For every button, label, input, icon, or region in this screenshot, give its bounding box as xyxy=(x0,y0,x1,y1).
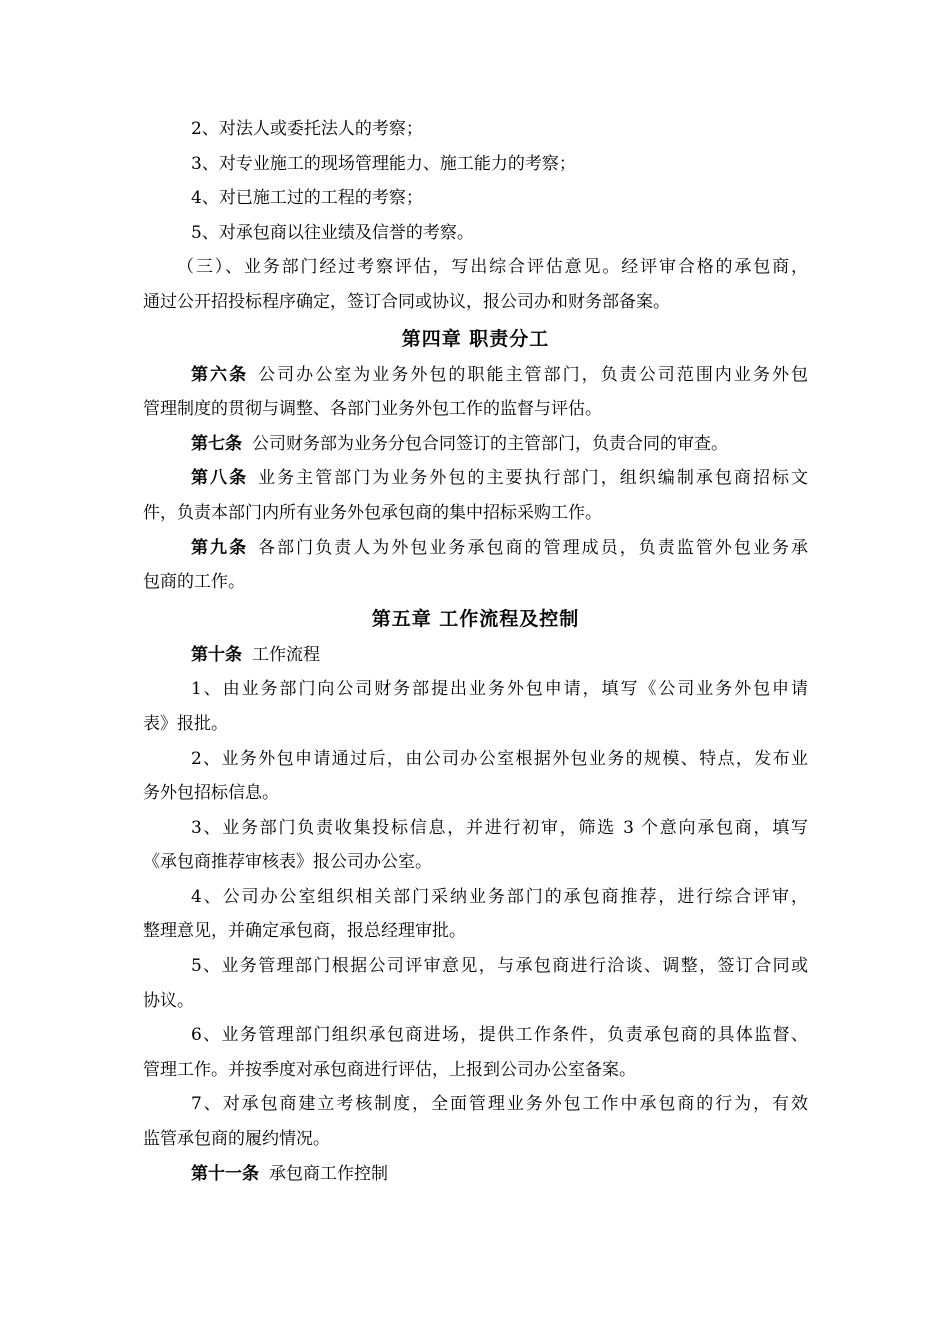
workflow-step: 2、业务外包申请通过后，由公司办公室根据外包业务的规模、特点，发布业 务外包招标信息。 xyxy=(143,748,808,804)
article-7: 第七条 公司财务部为业务分包合同签订的主管部门，负责合同的审查。 xyxy=(191,433,728,454)
chapter-4-title: 第四章 职责分工 xyxy=(401,327,550,350)
document-body xyxy=(143,112,808,1191)
workflow-step: 6、业务管理部门组织承包商进场，提供工作条件，负责承包商的具体监督、 管理工作。并按季度对承包商进行评估，上报到公司办公室备案。 xyxy=(143,1025,808,1080)
article-6: 第六条 公司办公室为业务外包的职能主管部门，负责公司范围内业务外包 管理制度的贯彻与调整、各部门业务外包工作的监督与评估。 xyxy=(143,364,808,420)
workflow-step: 4、公司办公室组织相关部门采纳业务部门的承包商推荐，进行综合评审， 整理意见，并确定承包商，报总经理审批。 xyxy=(143,886,808,942)
article-8: 第八条 业务主管部门为业务外包的主要执行部门，组织编制承包商招标文 件，负责本部门内所有业务外包承包商的集中招标采购工作。 xyxy=(143,468,808,523)
workflow-step: 5、业务管理部门根据公司评审意见，与承包商进行洽谈、调整，签订合同或 协议。 xyxy=(143,956,808,1011)
list-item: 2、对法人或委托法人的考察； xyxy=(191,119,423,139)
article-10: 第十条 工作流程 xyxy=(191,644,320,665)
article-label: 第十条 xyxy=(191,644,242,665)
article-label: 第六条 xyxy=(191,364,249,385)
article-label: 第八条 xyxy=(191,468,249,489)
list-item: 5、对承包商以往业绩及信誉的考察。 xyxy=(191,222,474,243)
list-item: 3、对专业施工的现场管理能力、施工能力的考察； xyxy=(191,153,576,174)
workflow-step: 7、对承包商建立考核制度，全面管理业务外包工作中承包商的行为，有效 监管承包商的履约情况。 xyxy=(143,1094,808,1150)
article-label: 第七条 xyxy=(191,433,242,454)
workflow-step: 1、由业务部门向公司财务部提出业务外包申请，填写《公司业务外包申请 表》报批。 xyxy=(143,679,808,734)
list-item: 4、对已施工过的工程的考察； xyxy=(191,188,423,209)
article-9: 第九条 各部门负责人为外包业务承包商的管理成员，负责监管外包业务承 包商的工作。 xyxy=(143,537,808,593)
article-11: 第十一条 承包商工作控制 xyxy=(191,1163,388,1184)
article-label: 第九条 xyxy=(191,537,249,558)
workflow-step: 3、业务部门负责收集投标信息，并进行初审，筛选 3 个意向承包商，填写 《承包商推荐审核表》报公司办公室。 xyxy=(143,817,808,873)
chapter-5-title: 第五章 工作流程及控制 xyxy=(371,607,580,630)
section-3-paragraph: （三）、业务部门经过考察评估，写出综合评估意见。经评审合格的承包商， 通过公开招投标程序确定，签订合同或协议，报公司办和财务部备案。 xyxy=(143,257,808,312)
article-label: 第十一条 xyxy=(191,1163,259,1184)
